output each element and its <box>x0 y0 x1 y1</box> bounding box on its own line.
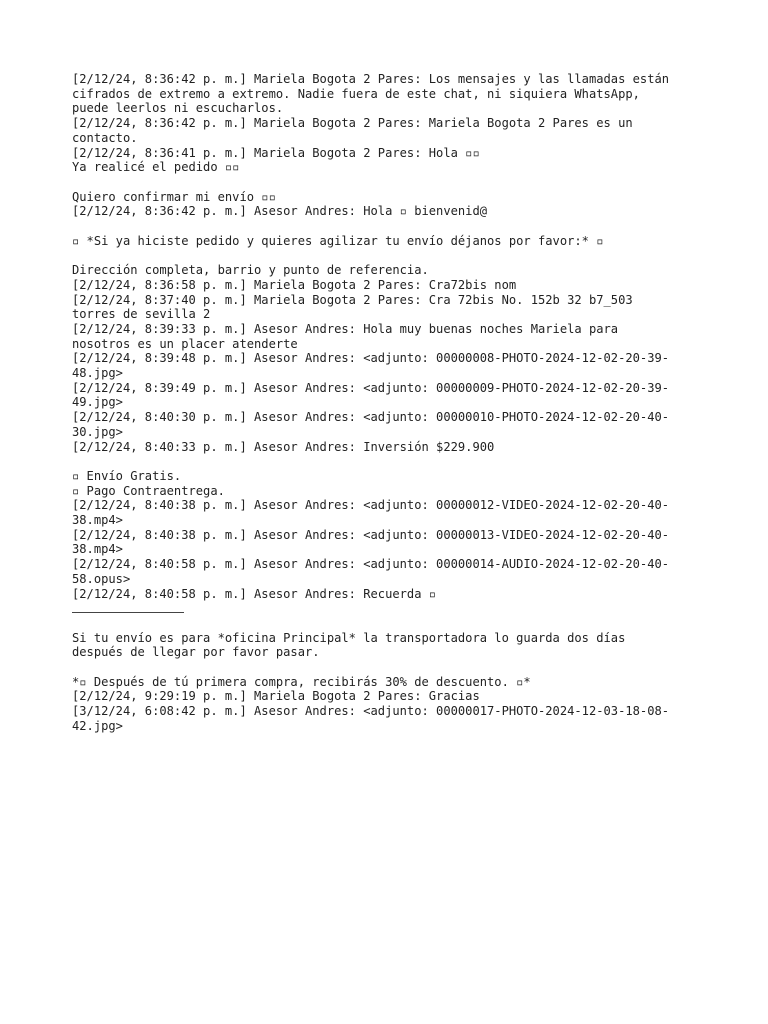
text-line: [2/12/24, 8:39:48 p. m.] Asesor Andres: <adjunto: 00000008-PHOTO-2024-12-02-20-39- <box>72 351 670 366</box>
text-line: 58.opus> <box>72 571 131 586</box>
text-line: [2/12/24, 8:36:42 p. m.] Asesor Andres: Hola ▫ bienvenid@ <box>72 204 488 219</box>
blank-line <box>72 616 702 631</box>
text-line: 38.mp4> <box>72 513 123 528</box>
text-line: ▫ Envío Gratis. <box>72 468 182 483</box>
text-line: después de llegar por favor pasar. <box>72 645 320 660</box>
text-line: [2/12/24, 8:40:58 p. m.] Asesor Andres: Recuerda ▫ <box>72 586 437 601</box>
text-line: puede leerlos ni escucharlos. <box>72 101 284 116</box>
transcript-part-1 <box>72 72 702 601</box>
text-line: [2/12/24, 9:29:19 p. m.] Mariela Bogota 2 Pares: Gracias <box>72 689 480 704</box>
text-line: [2/12/24, 8:40:33 p. m.] Asesor Andres: Inversión $229.900 <box>72 439 495 454</box>
text-line: *▫ Después de tú primera compra, recibirás 30% de descuento. ▫* <box>72 674 531 689</box>
text-line: [2/12/24, 8:36:41 p. m.] Mariela Bogota 2 Pares: Hola ▫▫ <box>72 145 480 160</box>
blank-line <box>72 219 702 234</box>
text-line: ▫ *Si ya hiciste pedido y quieres agilizar tu envío déjanos por favor:* ▫ <box>72 233 604 248</box>
text-line: 30.jpg> <box>72 424 123 439</box>
text-line: nosotros es un placer atenderte <box>72 336 298 351</box>
chat-transcript <box>72 72 702 734</box>
text-line: cifrados de extremo a extremo. Nadie fuera de este chat, ni siquiera WhatsApp, <box>72 86 640 101</box>
text-line: [2/12/24, 8:39:49 p. m.] Asesor Andres: <adjunto: 00000009-PHOTO-2024-12-02-20-39- <box>72 380 670 395</box>
divider-line <box>72 612 184 613</box>
text-line: [2/12/24, 8:36:42 p. m.] Mariela Bogota 2 Pares: Los mensajes y las llamadas están <box>72 72 670 86</box>
text-line: 42.jpg> <box>72 718 123 733</box>
text-line: Ya realicé el pedido ▫▫ <box>72 160 240 175</box>
text-line: 48.jpg> <box>72 366 123 381</box>
blank-line <box>72 454 702 469</box>
text-line: [2/12/24, 8:39:33 p. m.] Asesor Andres: Hola muy buenas noches Mariela para <box>72 321 619 336</box>
text-line: torres de sevilla 2 <box>72 307 211 322</box>
text-line: Dirección completa, barrio y punto de referencia. <box>72 263 429 278</box>
blank-line <box>72 175 702 190</box>
text-line: Quiero confirmar mi envío ▫▫ <box>72 189 276 204</box>
text-line: [2/12/24, 8:36:42 p. m.] Mariela Bogota 2 Pares: Mariela Bogota 2 Pares es un <box>72 116 633 131</box>
text-line: contacto. <box>72 130 138 145</box>
text-line: [2/12/24, 8:40:38 p. m.] Asesor Andres: <adjunto: 00000012-VIDEO-2024-12-02-20-40- <box>72 498 670 513</box>
text-line: [2/12/24, 8:40:30 p. m.] Asesor Andres: <adjunto: 00000010-PHOTO-2024-12-02-20-40- <box>72 410 670 425</box>
blank-line <box>72 248 702 263</box>
horizontal-divider <box>72 601 702 616</box>
text-line: [2/12/24, 8:37:40 p. m.] Mariela Bogota 2 Pares: Cra 72bis No. 152b 32 b7_503 <box>72 292 633 307</box>
text-line: Si tu envío es para *oficina Principal* la transportadora lo guarda dos días <box>72 630 626 645</box>
text-line: 49.jpg> <box>72 395 123 410</box>
transcript-part-2 <box>72 616 702 734</box>
text-line: 38.mp4> <box>72 542 123 557</box>
blank-line <box>72 660 702 675</box>
text-line: [2/12/24, 8:36:58 p. m.] Mariela Bogota 2 Pares: Cra72bis nom <box>72 277 517 292</box>
text-line: ▫ Pago Contraentrega. <box>72 483 225 498</box>
text-line: [3/12/24, 6:08:42 p. m.] Asesor Andres: <adjunto: 00000017-PHOTO-2024-12-03-18-08- <box>72 704 670 719</box>
text-line: [2/12/24, 8:40:38 p. m.] Asesor Andres: <adjunto: 00000013-VIDEO-2024-12-02-20-40- <box>72 527 670 542</box>
text-line: [2/12/24, 8:40:58 p. m.] Asesor Andres: <adjunto: 00000014-AUDIO-2024-12-02-20-40- <box>72 557 670 572</box>
